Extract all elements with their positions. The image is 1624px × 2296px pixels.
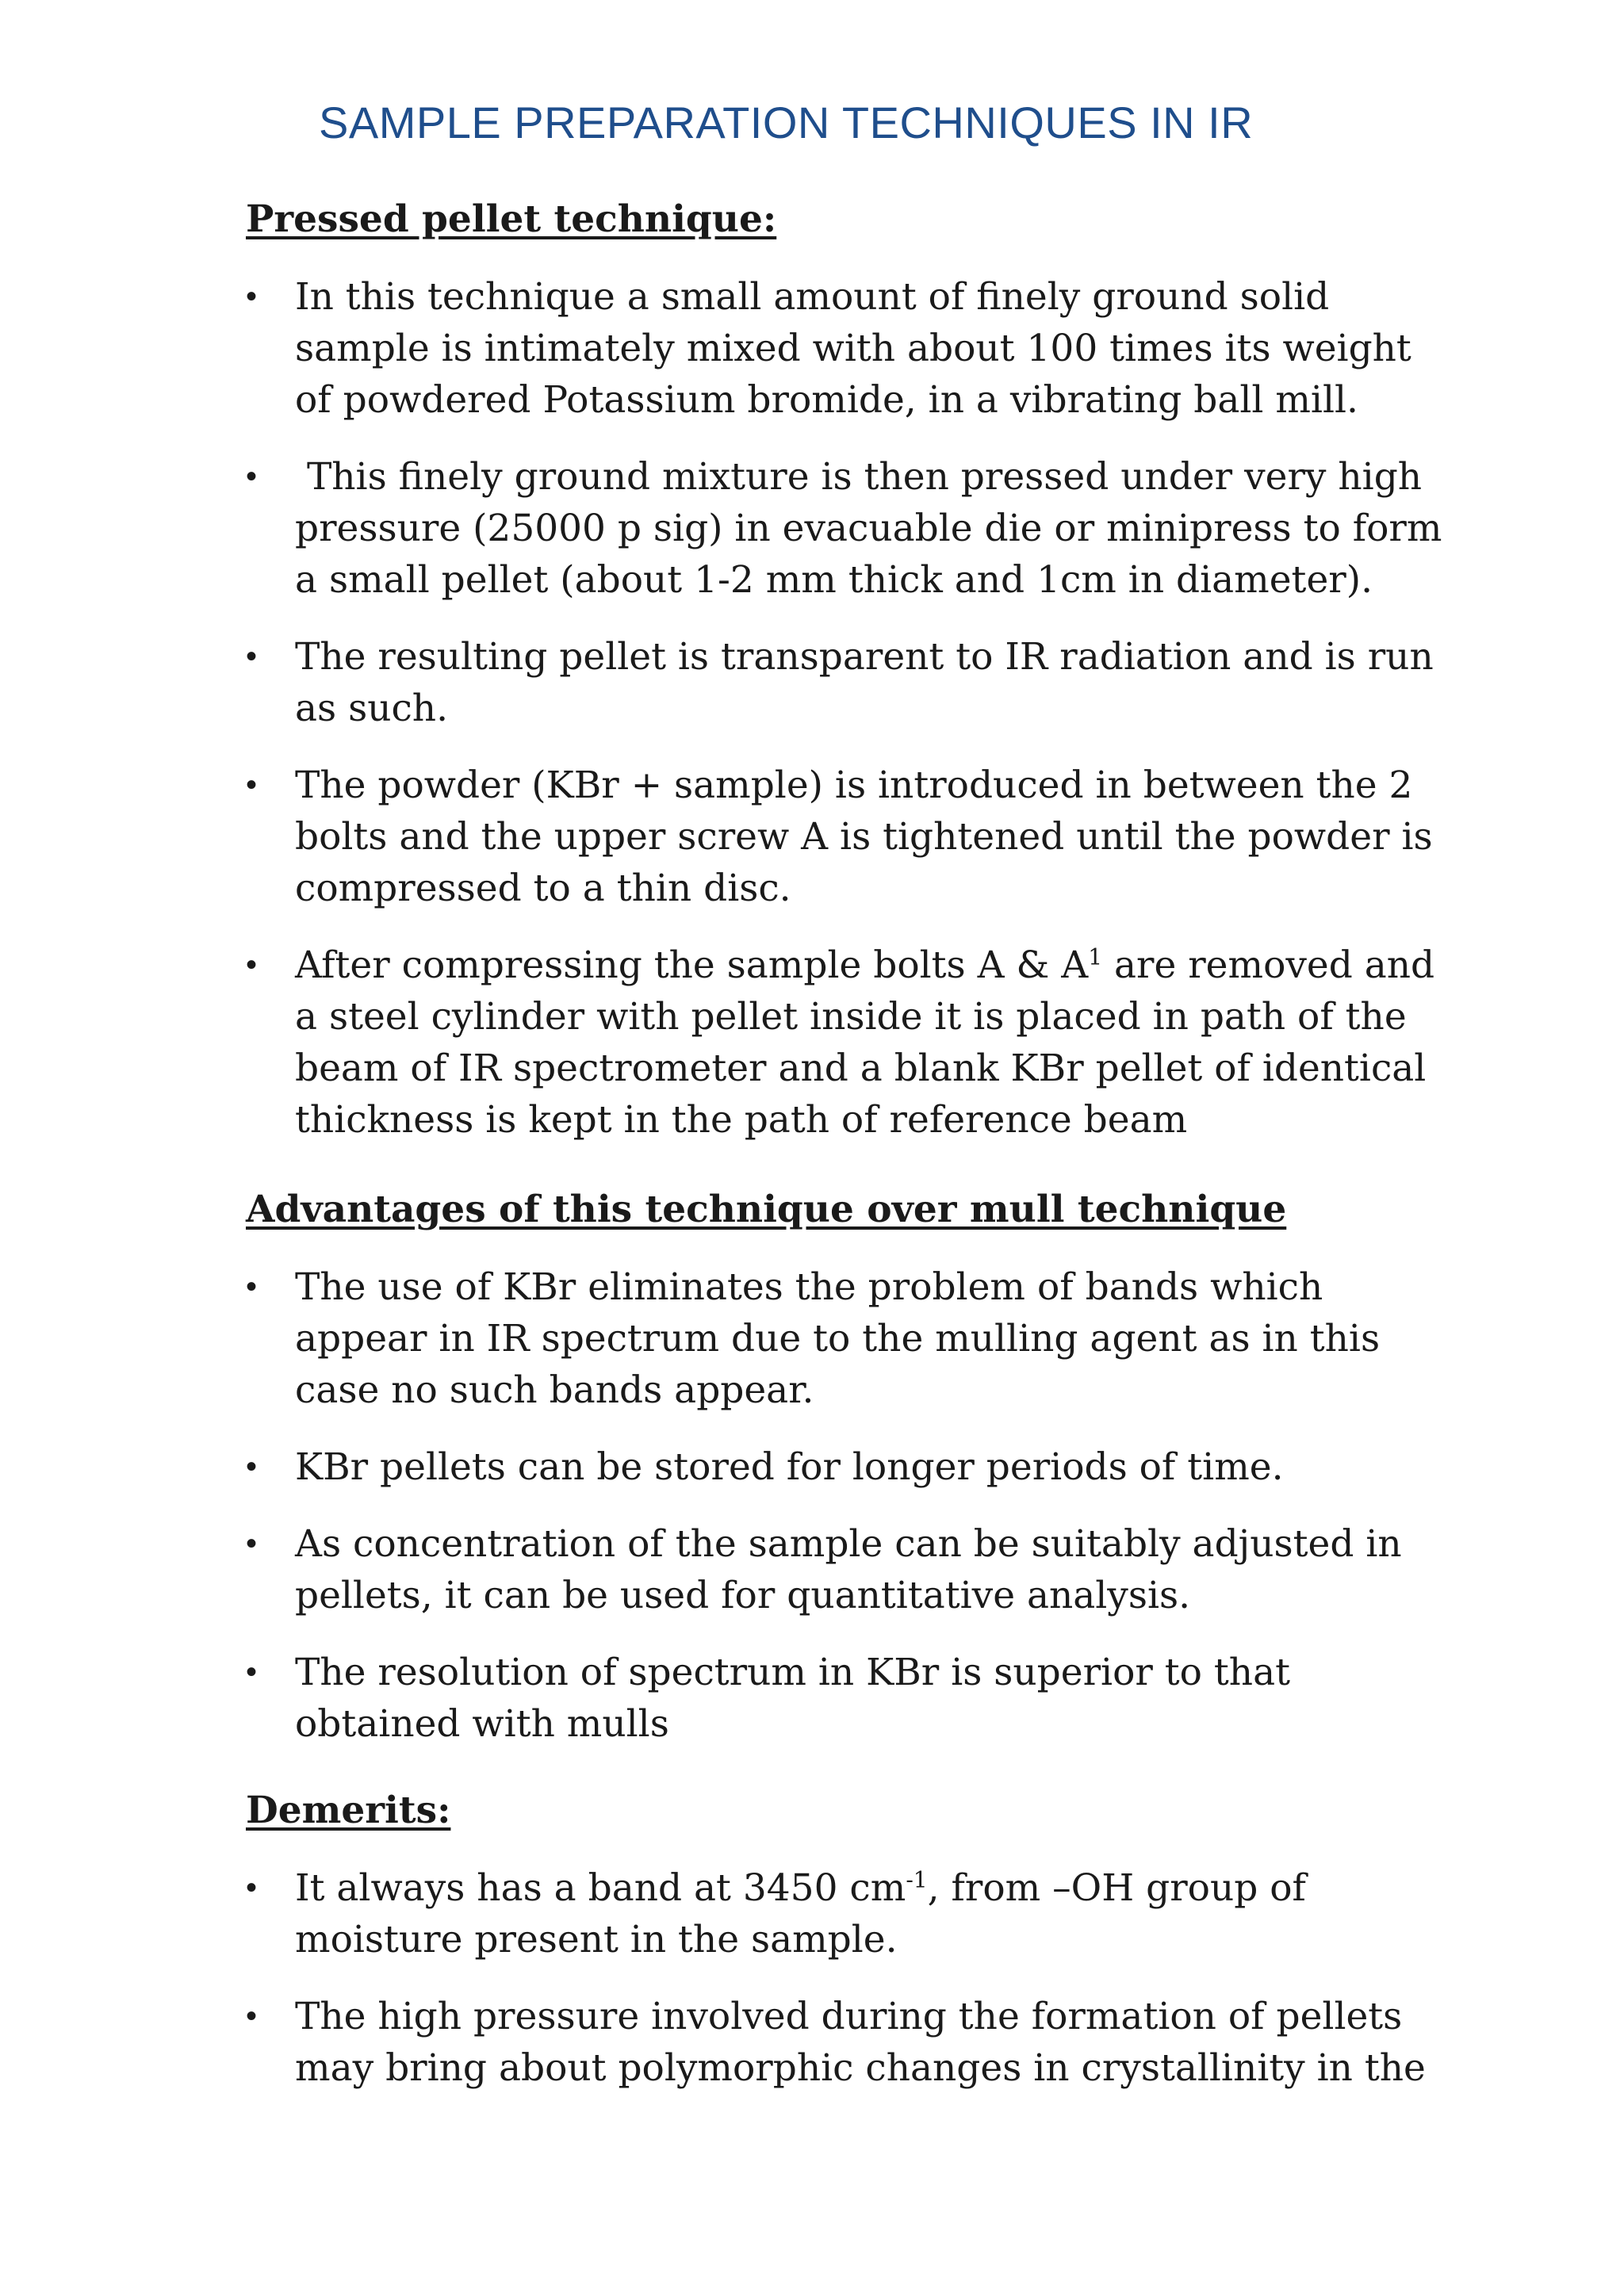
bullet-icon: • (246, 767, 258, 802)
text-line: beam of IR spectrometer and a blank KBr pellet of identical (295, 1047, 1427, 1090)
list-item (246, 1647, 1435, 1750)
section-pressed-pellet (246, 196, 1442, 1146)
text-line: In this technique a small amount of finely ground solid (295, 275, 1330, 319)
text-line (295, 939, 1435, 991)
text-line: appear in IR spectrum due to the mulling agent as in this (295, 1317, 1381, 1360)
list-item (246, 1261, 1435, 1416)
text-line: pressure (25000 p sig) in evacuable die or minipress to form (295, 507, 1442, 550)
bullet-icon: • (246, 459, 258, 494)
text-line: The powder (KBr + sample) is introduced in between the 2 (295, 763, 1413, 807)
text-line: sample is intimately mixed with about 100 times its weight (295, 327, 1411, 370)
bullet-icon: • (246, 1269, 258, 1304)
superscript: 1 (1088, 943, 1103, 970)
bullet-icon: • (246, 1449, 258, 1484)
list-item (246, 271, 1435, 426)
section-advantages (246, 1186, 1435, 1750)
bullet-icon: • (246, 639, 258, 674)
text-line (295, 1862, 1435, 1914)
text-line: case no such bands appear. (295, 1368, 814, 1412)
list-item (246, 1441, 1435, 1493)
bullet-icon: • (246, 1999, 258, 2034)
list-item (246, 939, 1435, 1146)
text-line: As concentration of the sample can be suitably adjusted in (295, 1522, 1402, 1566)
bullet-icon: • (246, 279, 258, 314)
bullet-list (246, 1862, 1435, 2094)
text-line: The resolution of spectrum in KBr is superior to that (295, 1651, 1290, 1694)
list-item (246, 631, 1435, 734)
text-line: obtained with mulls (295, 1702, 669, 1746)
text-line: The use of KBr eliminates the problem of bands which (295, 1265, 1323, 1309)
list-item (246, 1518, 1435, 1621)
text-line: bolts and the upper screw A is tightened until the powder is (295, 815, 1433, 859)
text-line: a steel cylinder with pellet inside it is placed in path of the (295, 995, 1407, 1039)
text-fragment: It always has a band at 3450 cm (295, 1866, 906, 1910)
page-title: SAMPLE PREPARATION TECHNIQUES IN IR (319, 98, 1254, 147)
text-line: The resulting pellet is transparent to IR radiation and is run (295, 635, 1434, 679)
text-line: pellets, it can be used for quantitative analysis. (295, 1574, 1191, 1617)
text-fragment: are removed and (1102, 943, 1435, 987)
section-demerits (246, 1787, 1435, 2094)
text-line: of powdered Potassium bromide, in a vibrating ball mill. (295, 378, 1358, 422)
list-item (246, 760, 1435, 914)
bullet-icon: • (246, 1870, 258, 1905)
bullet-icon: • (246, 947, 258, 982)
bullet-list (246, 271, 1442, 1146)
section-heading: Pressed pellet technique: (246, 197, 777, 241)
text-line: a small pellet (about 1-2 mm thick and 1cm in diameter). (295, 558, 1373, 602)
text-line: may bring about polymorphic changes in crystallinity in the (295, 2046, 1426, 2090)
bullet-icon: • (246, 1655, 258, 1689)
text-line: compressed to a thin disc. (295, 867, 791, 910)
list-item (246, 451, 1442, 606)
bullet-icon: • (246, 1526, 258, 1561)
text-fragment: , from –OH group of (927, 1866, 1306, 1910)
section-heading: Advantages of this technique over mull technique (246, 1188, 1287, 1231)
text-line: The high pressure involved during the formation of pellets (295, 1995, 1403, 2038)
list-item (246, 1991, 1435, 2094)
text-line: KBr pellets can be stored for longer periods of time. (295, 1445, 1284, 1489)
text-line: This finely ground mixture is then pressed under very high (295, 455, 1423, 499)
bullet-list (246, 1261, 1435, 1750)
section-heading: Demerits: (246, 1789, 451, 1832)
text-line: thickness is kept in the path of reference beam (295, 1098, 1188, 1142)
text-fragment: After compressing the sample bolts A & A (295, 943, 1089, 987)
superscript: -1 (906, 1866, 928, 1893)
list-item (246, 1862, 1435, 1965)
text-line: moisture present in the sample. (295, 1918, 898, 1961)
text-line: as such. (295, 687, 449, 730)
